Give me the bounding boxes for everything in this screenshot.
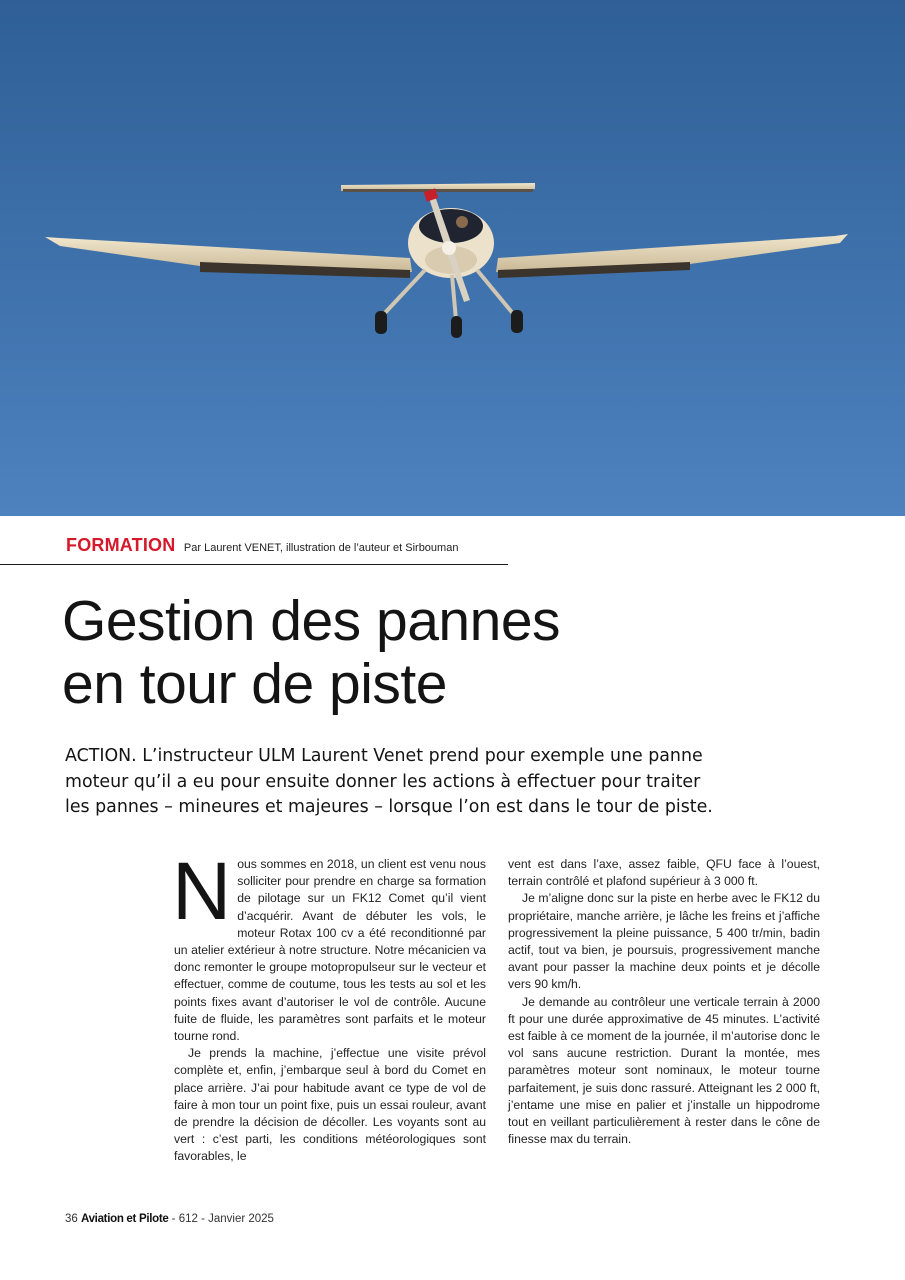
paragraph-1	[172, 846, 486, 1045]
title-line-1: Gestion des pannes	[62, 589, 561, 653]
article-title	[62, 590, 560, 716]
paragraph-2: Je prends la machine, j’effectue une visite prévol complète et, enfin, j’embarque seul à bord du Comet en place arrière. J’ai pour habitude avant ce type de vol de faire à mon tour un point fixe, puis un essai rouleur, avant de prendre la décision de décoller. Les voyants sont au vert : c’est parti, les conditions météorologiques sont favorables, le	[174, 1046, 486, 1164]
article-column-left	[172, 846, 486, 1166]
lead-line-3: les pannes – mineures et majeures – lorsque l’on est dans le tour de piste.	[65, 797, 713, 817]
section-header	[66, 535, 458, 556]
magazine-name: Aviation et Pilote	[81, 1213, 169, 1225]
section-divider	[0, 564, 508, 565]
issue-info: - 612 - Janvier 2025	[171, 1213, 274, 1225]
lead-line-2: moteur qu’il a eu pour ensuite donner les actions à effectuer pour traiter	[65, 771, 701, 792]
author-credit: Par Laurent VENET, illustration de l’auteur et Sirbouman	[183, 542, 459, 554]
paragraph-3: vent est dans l’axe, assez faible, QFU face à l’ouest, terrain contrôlé et plafond supérieur à 3 000 ft.	[508, 857, 820, 889]
article-lead	[65, 744, 745, 821]
drop-cap: N	[172, 846, 232, 937]
lead-line-1: ACTION. L’instructeur ULM Laurent Venet prend pour exemple une panne	[65, 746, 703, 766]
paragraph-1-text: ous sommes en 2018, un client est venu nous solliciter pour prendre en charge sa formation de pilotage sur un FK12 Comet qu’il vient d’acquérir. Avant de débuter les vols, le moteur Rotax 100 cv a été reconditionné par un atelier extérieur à notre structure. Notre mécanicien va donc remonter le groupe motopropulseur sur le vecteur et effectuer, comme de coutume, tous les tests au sol et les points fixes avant d’autoriser le vol de contrôle. Aucune fuite de fluide, les paramètres sont parfaits et le moteur tourne rond.	[174, 857, 486, 1044]
hero-photo	[0, 0, 905, 516]
article-column-right	[508, 856, 820, 1148]
page-footer	[65, 1213, 274, 1225]
paragraph-4: Je m’aligne donc sur la piste en herbe avec le FK12 du propriétaire, manche arrière, je lâche les freins et j’affiche progressivement la pleine puissance, 5 400 tr/min, badin actif, tout va bien, je poursuis, progressivement manche avant pour passer la machine deux points et je décolle vers 90 km/h.	[508, 891, 820, 992]
title-line-2: en tour de piste	[62, 652, 447, 716]
page-number: 36	[65, 1213, 78, 1225]
section-label: FORMATION	[66, 535, 176, 555]
paragraph-5: Je demande au contrôleur une verticale terrain à 2000 ft pour une durée approximative de 45 minutes. L’activité est faible à ce moment de la journée, il m’autorise donc le vol sans aucune restriction. Durant la montée, mes paramètres moteur sont nominaux, le moteur tourne parfaitement, je suis donc rassuré. Atteignant les 2 000 ft, j’entame une mise en palier et j’installe un hippodrome tout en veillant particulièrement à rester dans le cône de finesse max du terrain.	[508, 994, 820, 1147]
